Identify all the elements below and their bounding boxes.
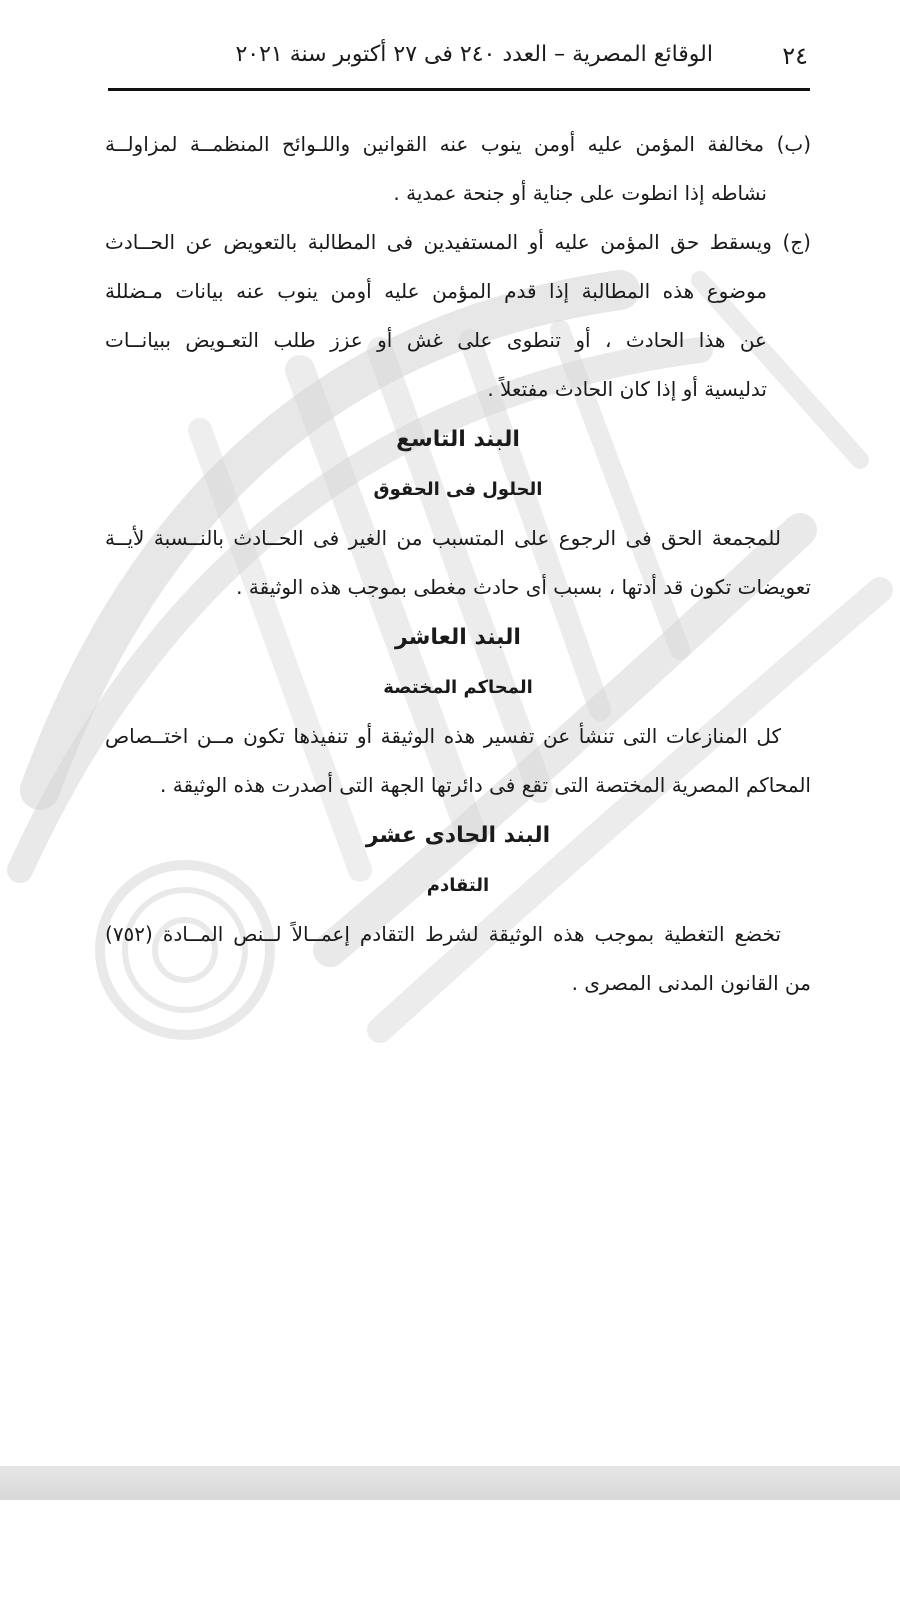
page-number: ٢٤ <box>782 42 808 70</box>
gazette-issue-title: الوقائع المصرية – العدد ٢٤٠ فى ٢٧ أكتوبر سنة ٢٠٢١ <box>235 42 713 67</box>
page-header <box>108 34 808 80</box>
section-11-heading: البند الحادى عشر <box>365 823 551 848</box>
blank-page-area <box>0 1500 900 1600</box>
clause-c-line-2: موضوع هذه المطالبة إذا قدم المؤمن عليه أومن ينوب عنه بيانات مـضللة <box>105 279 767 303</box>
section-10-subheading: المحاكم المختصة <box>383 677 533 698</box>
clause-b-line-1: (ب) مخالفة المؤمن عليه أومن ينوب عنه القوانين واللـوائح المنظمــة لمزاولــة <box>105 132 811 156</box>
section-9-heading: البند التاسع <box>396 427 520 452</box>
document-body <box>105 120 811 1008</box>
section-9-subheading: الحلول فى الحقوق <box>373 479 543 500</box>
section-11-line-1: تخضع التغطية بموجب هذه الوثيقة لشرط التقادم إعمــالاً لــنص المــادة (٧٥٢) <box>105 922 781 946</box>
section-10-line-2: المحاكم المصرية المختصة التى تقع فى دائرتها الجهة التى أصدرت هذه الوثيقة . <box>160 773 811 797</box>
section-11-line-2: من القانون المدنى المصرى . <box>571 971 811 995</box>
page-separator-bar <box>0 1466 900 1500</box>
header-divider <box>108 88 810 91</box>
section-11-subheading: التقادم <box>426 875 490 896</box>
section-9-line-1: للمجمعة الحق فى الرجوع على المتسبب من الغير فى الحــادث بالنــسبة لأيــة <box>105 526 781 550</box>
section-10-heading: البند العاشر <box>395 625 521 650</box>
clause-c-line-4: تدليسية أو إذا كان الحادث مفتعلاً . <box>487 377 767 401</box>
clause-c-line-3: عن هذا الحادث ، أو تنطوى على غش أو عزز طلب التعـويض ببيانــات <box>105 328 767 352</box>
clause-b-line-2: نشاطه إذا انطوت على جناية أو جنحة عمدية . <box>393 181 767 205</box>
clause-c-line-1: (ج) ويسقط حق المؤمن عليه أو المستفيدين فى المطالبة بالتعويض عن الحــادث <box>105 230 811 254</box>
section-9-line-2: تعويضات تكون قد أدتها ، بسبب أى حادث مغطى بموجب هذه الوثيقة . <box>236 575 811 599</box>
section-10-line-1: كل المنازعات التى تنشأ عن تفسير هذه الوثيقة أو تنفيذها تكون مــن اختــصاص <box>105 724 781 748</box>
